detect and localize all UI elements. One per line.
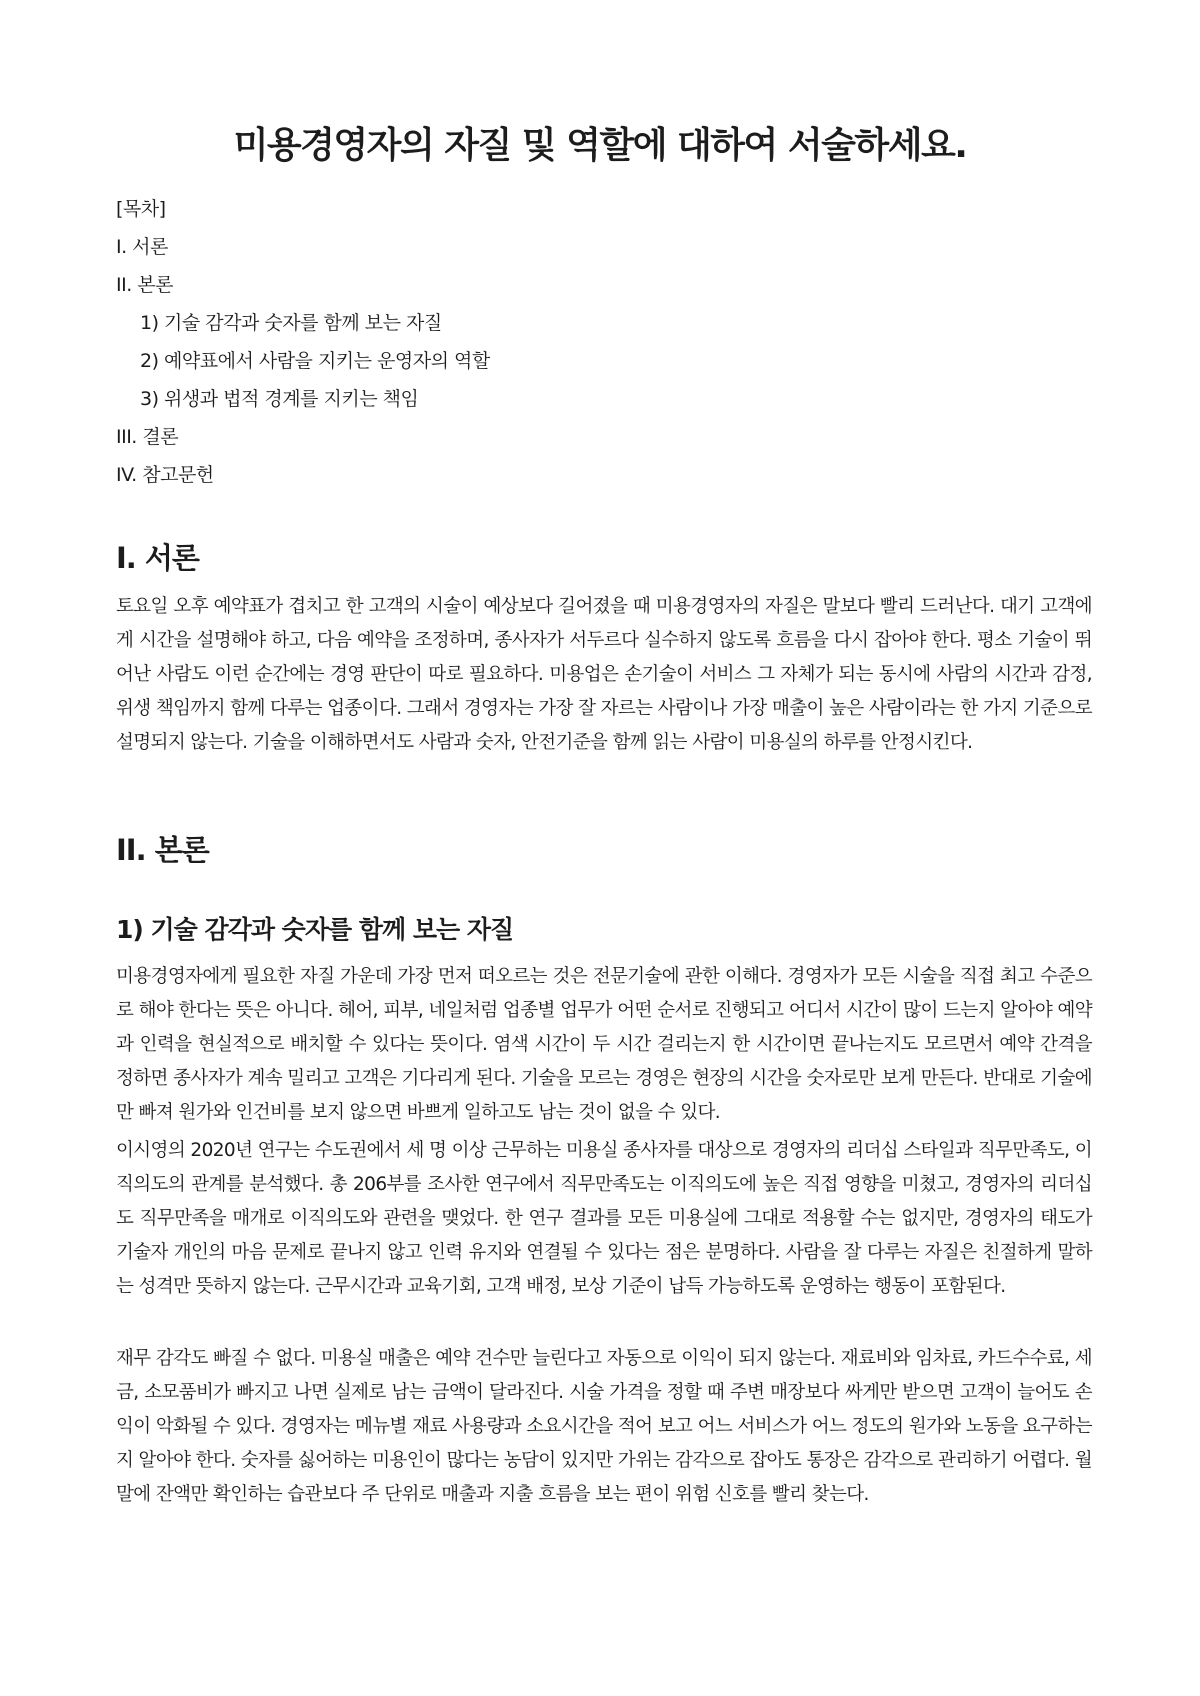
toc-heading: [목차] bbox=[116, 198, 166, 220]
toc-item: II. 본론 bbox=[116, 274, 173, 296]
toc-item: I. 서론 bbox=[116, 236, 168, 258]
table-of-contents bbox=[116, 190, 490, 494]
body-paragraph: 재무 감각도 빠질 수 없다. 미용실 매출은 예약 건수만 늘린다고 자동으로 이익이 되지 않는다. 재료비와 임차료, 카드수수료, 세금, 소모품비가 빠지고 나면 실제로 남는 금액이 달라진다. 시술 가격을 정할 때 주변 매장보다 싸게만 받으면 고객이 늘어도 손익이 악화될 수 있다. 경영자는 메뉴별 재료 사용량과 소요시간을 적어 보고 어느 서비스가 어느 정도의 원가와 노동을 요구하는지 알아야 한다. 숫자를 싫어하는 미용인이 많다는 농담이 있지만 가위는 감각으로 잡아도 통장은 감각으로 관리하기 어렵다. 월말에 잔액만 확인하는 습관보다 주 단위로 매출과 지출 흐름을 보는 편이 위험 신호를 빨리 찾는다. bbox=[116, 1348, 1092, 1505]
toc-subitem: 3) 위생과 법적 경계를 지키는 책임 bbox=[140, 388, 419, 410]
intro-paragraph: 토요일 오후 예약표가 겹치고 한 고객의 시술이 예상보다 길어졌을 때 미용경영자의 자질은 말보다 빨리 드러난다. 대기 고객에게 시간을 설명해야 하고, 다음 예약을 조정하며, 종사자가 서두르다 실수하지 않도록 흐름을 다시 잡아야 한다. 평소 기술이 뛰어난 사람도 이런 순간에는 경영 판단이 따로 필요하다. 미용업은 손기술이 서비스 그 자체가 되는 동시에 사람의 시간과 감정, 위생 책임까지 함께 다루는 업종이다. 그래서 경영자는 가장 잘 자르는 사람이나 가장 매출이 높은 사람이라는 한 가지 기준으로 설명되지 않는다. 기술을 이해하면서도 사람과 숫자, 안전기준을 함께 읽는 사람이 미용실의 하루를 안정시킨다. bbox=[116, 596, 1092, 753]
toc-item: IV. 참고문헌 bbox=[116, 464, 214, 486]
toc-subitem: 1) 기술 감각과 숫자를 함께 보는 자질 bbox=[140, 312, 442, 334]
body-paragraph: 미용경영자에게 필요한 자질 가운데 가장 먼저 떠오르는 것은 전문기술에 관한 이해다. 경영자가 모든 시술을 직접 최고 수준으로 해야 한다는 뜻은 아니다. 헤어, 피부, 네일처럼 업종별 업무가 어떤 순서로 진행되고 어디서 시간이 많이 드는지 알아야 예약과 인력을 현실적으로 배치할 수 있다는 뜻이다. 염색 시간이 두 시간 걸리는지 한 시간이면 끝나는지도 모르면서 예약 간격을 정하면 종사자가 계속 밀리고 고객은 기다리게 된다. 기술을 모르는 경영은 현장의 시간을 숫자로만 보게 만든다. 반대로 기술에만 빠져 원가와 인건비를 보지 않으면 바쁘게 일하고도 남는 것이 없을 수 있다. bbox=[116, 966, 1092, 1123]
section-heading-body: II. 본론 bbox=[116, 833, 209, 867]
page-title: 미용경영자의 자질 및 역할에 대하여 서술하세요. bbox=[233, 125, 967, 166]
body-paragraph: 이시영의 2020년 연구는 수도권에서 세 명 이상 근무하는 미용실 종사자를 대상으로 경영자의 리더십 스타일과 직무만족도, 이직의도의 관계를 분석했다. 총 206부를 조사한 연구에서 직무만족도는 이직의도에 높은 직접 영향을 미쳤고, 경영자의 리더십도 직무만족을 매개로 이직의도와 관련을 맺었다. 한 연구 결과를 모든 미용실에 그대로 적용할 수는 없지만, 경영자의 태도가 기술자 개인의 마음 문제로 끝나지 않고 인력 유지와 연결될 수 있다는 점은 분명하다. 사람을 잘 다루는 자질은 친절하게 말하는 성격만 뜻하지 않는다. 근무시간과 교육기회, 고객 배정, 보상 기준이 납득 가능하도록 운영하는 행동이 포함된다. bbox=[116, 1140, 1092, 1297]
section-heading-intro: I. 서론 bbox=[116, 541, 199, 575]
subsection-heading-1: 1) 기술 감각과 숫자를 함께 보는 자질 bbox=[116, 915, 514, 944]
toc-item: III. 결론 bbox=[116, 426, 179, 448]
toc-subitem: 2) 예약표에서 사람을 지키는 운영자의 역할 bbox=[140, 350, 490, 372]
